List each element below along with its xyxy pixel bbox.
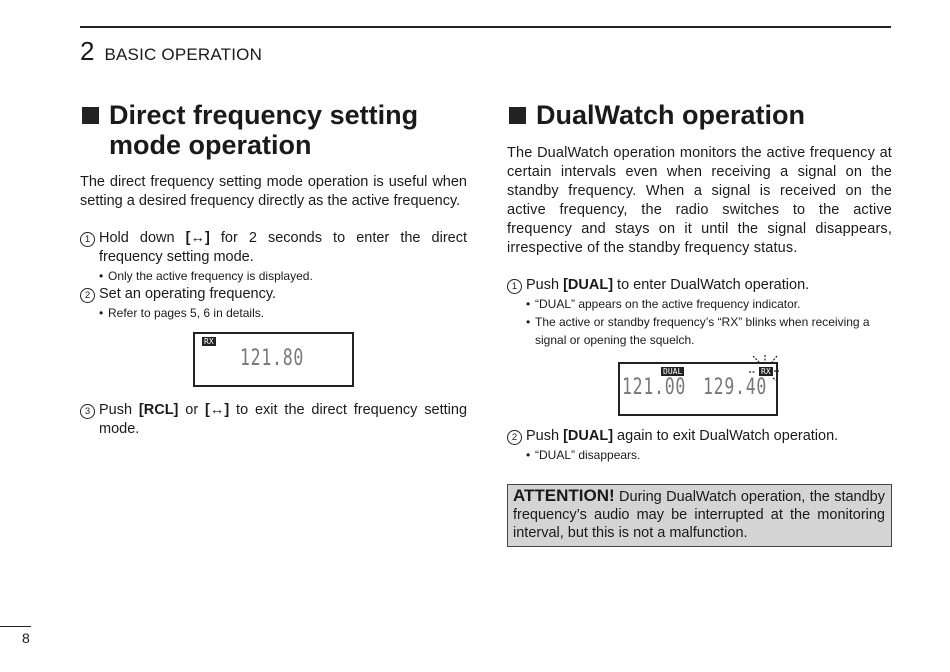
intro-paragraph: The DualWatch operation monitors the active frequency at certain intervals even when receiving a signal on the standby frequency. When a signal is received on the active frequency, the radio switches to the active frequency and stays on it until the signal disappears, irrespective of the standby frequency status.: [507, 145, 892, 256]
section-heading-direct-frequency: [80, 100, 467, 160]
step-1: 1 Push [DUAL] to enter DualWatch operation.: [507, 276, 892, 295]
step-1-note: • Only the active frequency is displayed.: [99, 269, 313, 283]
rx-indicator: RX: [761, 367, 771, 376]
standby-frequency-readout: 129.40: [703, 375, 768, 400]
step-number-icon: 2: [80, 288, 95, 303]
key-dual: [DUAL]: [563, 277, 614, 293]
right-column: [507, 100, 892, 349]
page-number: 8: [22, 630, 30, 646]
section-heading-dualwatch: [507, 100, 892, 130]
key-swap: [↔]: [205, 402, 230, 418]
step-number-icon: 3: [80, 404, 95, 419]
intro-paragraph: The direct frequency setting mode operation is useful when setting a desired frequency directly as the active frequency.: [80, 174, 467, 209]
left-column: [80, 100, 467, 322]
frequency-readout: 121.80: [240, 346, 305, 371]
step-1-note-2: • The active or standby frequency’s “RX” blinks when receiving a signal or opening the squelch.: [526, 315, 870, 347]
blink-rays-icon: [743, 354, 779, 384]
key-dual: [DUAL]: [563, 428, 614, 444]
heading-line2: mode operation: [109, 130, 312, 160]
rx-indicator: RX: [204, 337, 214, 346]
step-2: 2 Push [DUAL] again to exit DualWatch operation.: [507, 427, 892, 446]
chapter-header: [80, 36, 262, 67]
attention-label: ATTENTION!: [513, 486, 615, 505]
square-bullet-icon: [509, 107, 526, 124]
step-2-note: • “DUAL” disappears.: [526, 448, 641, 462]
lcd-display-direct: [193, 332, 354, 387]
step-number-icon: 1: [507, 279, 522, 294]
step-1: 1 Hold down [↔] for 2 seconds to enter the direct frequency setting mode.: [80, 229, 467, 267]
key-rcl: [RCL]: [138, 402, 179, 418]
chapter-number: 2: [80, 36, 95, 66]
top-rule: [80, 26, 891, 28]
chapter-title: BASIC OPERATION: [104, 45, 263, 64]
attention-box: [507, 484, 892, 547]
key-swap: [↔]: [185, 230, 210, 246]
heading-text: DualWatch operation: [536, 100, 806, 130]
square-bullet-icon: [82, 107, 99, 124]
heading-line1: Direct frequency setting: [109, 100, 419, 130]
right-steps-continued: [507, 427, 892, 464]
dual-indicator: DUAL: [663, 367, 683, 376]
bottom-rule: [0, 626, 31, 627]
step-number-icon: 1: [80, 232, 95, 247]
steps-list: [80, 229, 467, 322]
steps-list: [507, 276, 892, 349]
step-2-note: • Refer to pages 5, 6 in details.: [99, 306, 265, 320]
step-1-note-1: • “DUAL” appears on the active frequency indicator.: [526, 297, 801, 311]
step-number-icon: 2: [507, 430, 522, 445]
step-2: 2 Set an operating frequency.: [80, 285, 467, 304]
active-frequency-readout: 121.00: [622, 375, 687, 400]
step-3: 3 Push [RCL] or [↔] to exit the direct frequency setting mode.: [80, 401, 467, 439]
attention-text: During DualWatch operation, the standby frequency’s audio may be interrupted at the monitoring interval, but this is not a malfunction.: [513, 489, 885, 541]
